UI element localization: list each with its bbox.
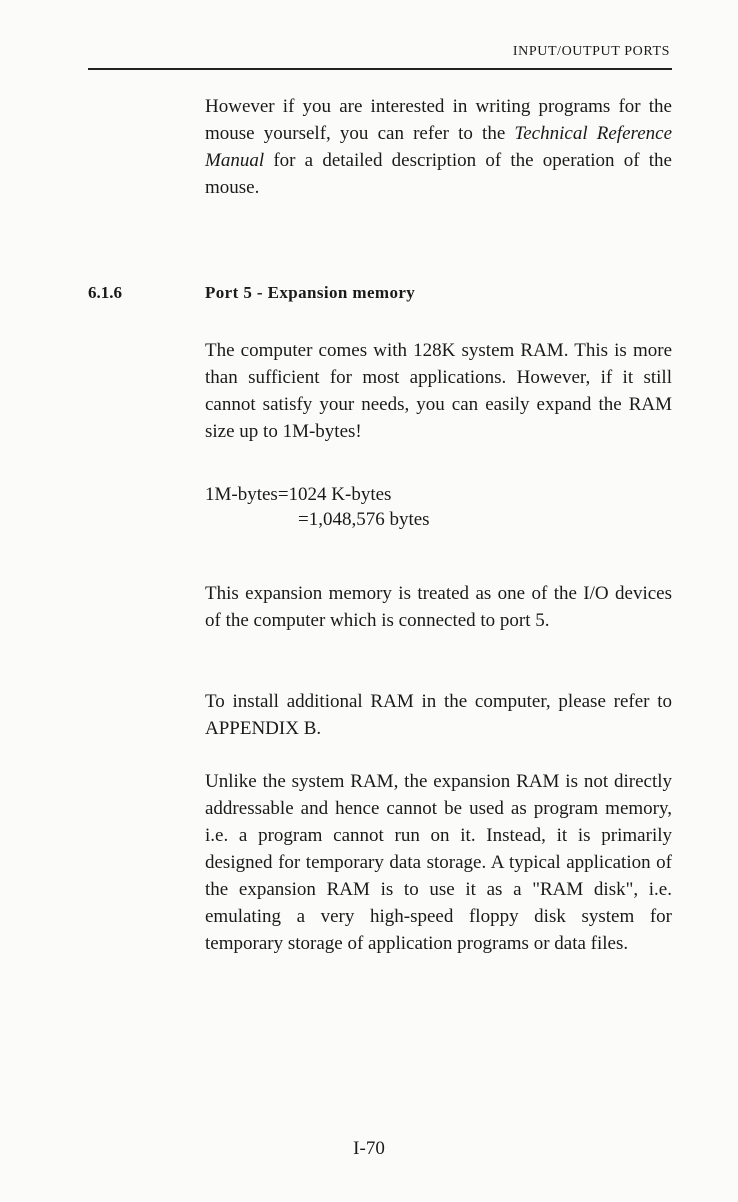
- intro-text-after: for a detailed description of the operation of the mouse.: [205, 150, 672, 198]
- io-device-paragraph: This expansion memory is treated as one of the I/O devices of the computer which is connected to port 5.: [205, 583, 672, 631]
- ram-intro-paragraph: The computer comes with 128K system RAM. This is more than sufficient for most applications. However, if it still cannot satisfy your needs, you can easily expand the RAM size up to 1M-bytes!: [205, 340, 672, 442]
- memory-calculation: [205, 482, 430, 532]
- intro-text-before: However if you are interested in writing programs for the mouse yourself, you can refer to the: [205, 96, 672, 144]
- page-header: [88, 40, 672, 70]
- section-number: 6.1.6: [88, 283, 122, 302]
- section-title: Port 5 - Expansion memory: [205, 283, 416, 302]
- manual-title: Technical Reference Manual: [205, 123, 672, 171]
- calculation-line-1: 1M-bytes=1024 K-bytes: [205, 484, 392, 505]
- page-number: I-70: [353, 1138, 385, 1159]
- install-paragraph: To install additional RAM in the computer, please refer to APPENDIX B.: [205, 691, 672, 739]
- calculation-line-2: =1,048,576 bytes: [298, 509, 430, 530]
- usage-paragraph: Unlike the system RAM, the expansion RAM is not directly addressable and hence cannot be used as program memory, i.e. a program cannot run on it. Instead, it is primarily designed for temporary data storage. A typical application of the expansion RAM is to use it as a "RAM disk", i.e. emulating a very high-speed floppy disk system for temporary storage of application programs or data files.: [205, 771, 672, 954]
- intro-paragraph: [205, 93, 672, 201]
- running-head: INPUT/OUTPUT PORTS: [512, 44, 670, 59]
